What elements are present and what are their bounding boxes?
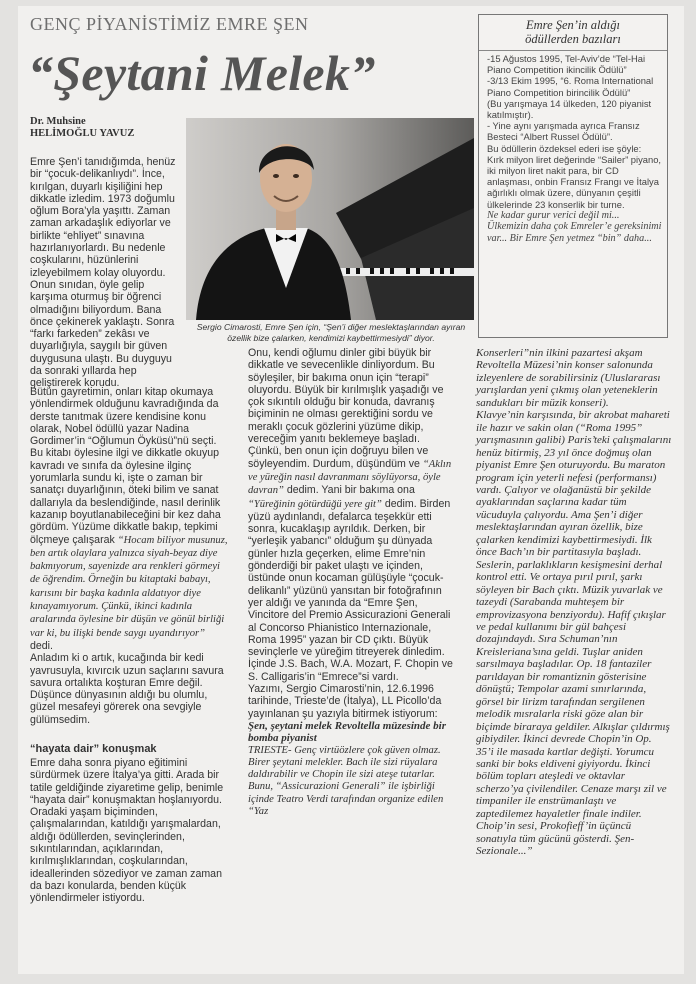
column-3 <box>476 347 672 858</box>
quoted-article-title: Şen, şeytani melek Revoltella müzesinde bir bomba piyanist <box>248 719 446 745</box>
paragraph-text: dedim. Birden yüzü aydınlandı, defalarca teşekkür etti sonra, kucaklaşıp ayrıldık. Derken, bir “yerleşik yabancı” olduğum şu dünyada günler hızla geçerken, elime Emre’nin gönderdiği bir paket ulaştı ve içinden, üstünde onun kocaman gülüşüyle “çocuk-delikanlı” yüzünü yansıtan bir fotoğrafının yer aldığı ve yanında da “Emre Şen, Vincitore del Premio Assicurazioni Generali al Concorso Phianistico Internazionale, Roma 1995” yazan bir CD çıktı. Büyük sevinçlerle ve yüreğim titreyerek dinledim. İçinde J.S. Bach, W.A. Mozart, F. Chopin ve S. Calligaris’in “Emrece”si vardı. <box>248 497 453 683</box>
awards-title-line1: Emre Şen’in aldığı <box>526 18 620 32</box>
paragraph-text: dedi. <box>30 639 53 652</box>
award-item: - Yine aynı yarışmada ayrıca Fransız Besteci “Albert Russel Ödülü”. <box>487 120 640 143</box>
awards-closing: Ne kadar gurur verici değil mi... Ülkemizin daha çok Emreler’e gereksinimi var... Bir Emre Şen yetmez “bin” daha... <box>487 209 662 244</box>
award-item: -3/13 Ekim 1995, “6. Roma International Piano Competition birincilik Ödülü” <box>487 75 654 98</box>
article-headline: “Şeytani Melek” <box>28 45 376 101</box>
column-1-end <box>30 757 228 905</box>
paragraph: Anladım ki o artık, kucağında bir kedi yavrusuyla, kıvırcık uzun saçlarını savura savura ortalıkta koşturan Emre değil. Düşünce dünyasının aldığı bu olumlu, güzel mesafeyi görerek ona sevgiyle gülümsedim. <box>30 652 224 726</box>
quoted-article-text: Klavye’nin karşısında, bir akrobat mahareti ile hazır ve sakin olan (“Roma 1995” yarışmasının galibi) Paris’teki çalışmalarını henüz bitirmiş, 23 yıl önce doğmuş olan piyanist Emre Şen oturuyordu. Bu maraton program için yeterli nefesi (performansı) vardı. Çalıyor ve olağanüstü bir şekilde ayaklarından saçlarına kadar tüm vücuduyla çalıyordu. Ama Şen’i diğer meslektaşlarından ayıran özellik, bize çalarken kendimizi kaybettirmesiydi. İlk önce Bach’ın bir partitasıyla başladı. Seslerin, parlaklıkların kesişmesini derhal kontrol etti. Ve ortaya pırıl pırıl, şarkı söyleyen bir Bach çıktı. Müzik yuvarlak ve tazeydi (Sarabanda muhteşem bir emprovizasyona benziyordu). Hafif çıkışlar ve pedal kullanımı bir gül bahçesi dozajındaydı. Sıra Schuman’nın Kreisleriana’sına geldi. Tuşlar aniden sarsılmaya başladılar. Op. 18 fantaziler parıldayan bir romantiznin gösterisine dönüştü; Tempolar azami sınırlarında, görsel bir lirizm tarafından sergilenen melodik mısralarla riski göze alan bir biçimde biraraya geldiler. Alkışlar çıldırmış gibiydiler. İkinci devrede Chopin’in Op. 35’i ile masada kartlar değişti. Yorumcu sanki bir boks eldiveni giyiyordu. İkinci bölüm topları ateşledi ve oktavlar scherzo’ya çivilendiler. Cenaze marşı zil ve timpaniler ile enstrümanlaştı ve zaptedilemez hayaletler finale indiler. Choip’in sesi, Prokofieff’in üçüncü sonatıyla tüm gücünü gösterdi. Şen-Sezionale...” <box>476 409 672 858</box>
article-kicker: GENÇ PİYANİSTİMİZ EMRE ŞEN <box>30 14 309 34</box>
column-1-body <box>30 386 228 726</box>
student-quote: “Hocam biliyor musunuz, ben artık olaylara yalnızca siyah-beyaz diye bakmıyorum, sayenizde ara renkleri görmeyi de öğrendim. Örneğin bu kitaptaki babayı, karısını bir başka kadınla aldatıyor diye kınayamıyorum. Çünkü, ikinci kadınla aralarında öylesine bir düşün ve gönül birliği var ki, bu ilişki bende saygı uyandırıyor” <box>30 534 228 639</box>
advice-quote: “Yüreğinin götürdüğü yere git” <box>248 498 382 510</box>
paragraph-text: dedim. Yani bir bakıma ona <box>286 484 415 497</box>
award-item: (Bu yarışmaya 14 ülkeden, 120 piyanist katılmıştır). <box>487 97 652 121</box>
column-1-intro <box>30 156 182 390</box>
awards-title <box>479 15 667 51</box>
advice-quote: “Aklın ve yüreğin nasıl davranmanı söylüyorsa, öyle davran” <box>248 458 452 497</box>
section-subhead: “hayata dair” konuşmak <box>30 743 157 755</box>
awards-sidebar <box>478 14 668 338</box>
portrait-photo-icon <box>186 118 474 320</box>
quoted-article-text: TRIESTE- Genç virtüözlere çok güven olmaz. Birer şeytani melekler. Bach ile sizi rüyalara daldırabilir ve Chopin ile sizi ateşe tutarlar. Bunu, “Assicurazioni Generali” ile işbirliği içinde Teatro Verdi tarafından organize edilen “Yaz <box>248 744 444 817</box>
quoted-article-text: Konserleri”nin ilkini pazartesi akşam Revoltella Müzesi’nin konser salonunda izleyenlere de sorabilirsiniz (Uluslararası yarışlardan yeni çıkmış olan yeteneklerin sandukları bir müzik konseri). <box>476 347 661 409</box>
byline-title: Dr. Muhsine <box>30 116 86 127</box>
byline-name: HELİMOĞLU YAVUZ <box>30 128 135 139</box>
award-item: Kırk milyon liret değerinde “Sailer” piyano, iki milyon liret nakit para, bir CD anlaşması, onbin Fransız Frangı ve İtalya ağırlıklı olmak üzere, dünyanın çeşitli ülkelerinde 23 konserlik bir turne. <box>487 153 662 210</box>
awards-body <box>479 51 667 244</box>
pianist-photo <box>186 118 474 320</box>
paragraph: Emre daha sonra piyano eğitimini sürdürmek üzere İtalya’ya gitti. Arada bir tatile geldiğinde ziyaretime gelip, benimle “hayata dair” konuşmaktan hoşlanıyordu. Oradaki yaşam biçiminden, çalışmalarından, katıldığı yarışmalardan, aldığı ödüllerden, sevinçlerinden, sıkıntılarından, açıklarından, kırılmışlıklarından, coşkularından, ideallerinden sözediyor ve zaman zaman da bazı konularda, benden küçük yönlendirmeler istiyordu. <box>30 757 224 905</box>
paragraph: Emre Şen’i tanıdığımda, henüz bir “çocuk-delikanlıydı”. İnce, kırılgan, duyarlı kişiliğini hep dikkatle izledim. 1973 doğumlu oğlum Bora’yla yaşıttı. Zaman zaman arkadaşlık ediyorlar ve birlikte “ehliyet” sınavına hazırlanıyorlardı. Bu nedenle coşkularını, hüzünlerini izleyebilmem kolay oluyordu. Onun sınıdan, öyle gelip karşıma oturmuş bir öğrenci olmadığını biliyordum. Bana önce çekinerek yaklaştı. Sonra “farkı farkeden” zekâsı ve duyarlığıyla, saygılı bir güven duygusuna ulaştı. Bu duyguyu da sonraki yıllarda hep geliştirerek korudu. <box>30 156 176 390</box>
awards-title-line2: ödüllerden bazıları <box>525 32 621 46</box>
paragraph <box>30 386 228 652</box>
paragraph-text: Onu, kendi oğlumu dinler gibi büyük bir dikkatle ve sevecenlikle dinliyordum. Bu söyleşiler, bir bakıma onun için “terapi” oluyordu. Büyük bir kırılmışlık yaşadığı ve çok sıkıntılı olduğu bir konuda, davranış biçiminin ne olması gerektiğini sordu ve meraklı çocuk gözlerini yüzüme dikip, vereceğim yanıtı beklemeye başladı. Çünkü, ben onun için doğruyu bilen ve söyleyendim. Durdum, düşündüm ve <box>248 347 444 470</box>
column-2 <box>248 347 454 818</box>
photo-caption: Sergio Cimarosti, Emre Şen için, “Şen’i diğer meslektaşlarından ayıran özellik bize çalarken, kendimizi kaybettirmesiydi” diyor. <box>196 322 466 343</box>
award-item: -15 Ağustos 1995, Tel-Aviv’de “Tel-Hai Piano Competition ikincilik Ödülü” <box>487 53 646 76</box>
award-item: Bu ödüllerin özdeksel ederi ise şöyle: <box>487 142 642 154</box>
paragraph <box>248 347 454 683</box>
paragraph: Yazımı, Sergio Cimarosti’nin, 12.6.1996 tarihinde, Trieste’de (İtalya), LL Picollo’da yayınlanan şu yazıyla bitirmek istiyorum: <box>248 683 442 720</box>
byline <box>30 116 134 140</box>
paragraph-text: Bütün gayretimin, onları kitap okumaya yönlendirmek olduğunu kavradığında da derste tanıtmak üzere kendisine konu olarak, Nobel ödüllü yazar Nadina Gordimer’in “Oğlumun Öyküsü”nü seçti. Bu kitabı öylesine ilgi ve dikkatle okuyup kavradı ve sınıfa da öylesine ilginç yorumlarla sundu ki, işte o zaman bir sanatçı duyarlığının, öteki bilim ve sanat dallarıyla da beslendiğinde, nasıl derinlik kazanıp boyutlanabileceğini bir kez daha gördüm. Yüzüme dikkatle bakıp, tepkimi ölçmeye çalışarak <box>30 386 221 546</box>
